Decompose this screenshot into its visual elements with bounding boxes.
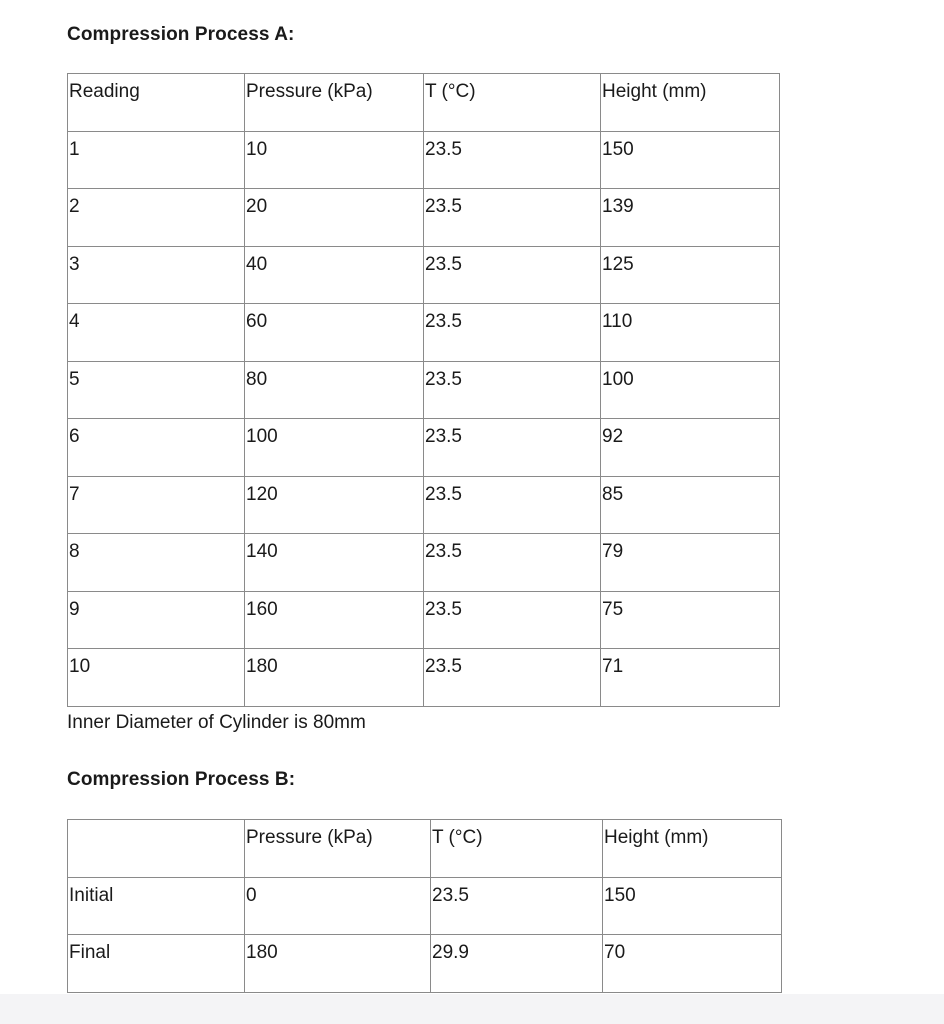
table-cell: 5: [68, 361, 245, 419]
compression-b-table: [67, 819, 782, 993]
table-cell: 23.5: [424, 649, 601, 707]
table-cell: 1: [68, 131, 245, 189]
table-row: [68, 935, 782, 993]
table-cell: 23.5: [431, 877, 603, 935]
table-cell: 160: [245, 591, 424, 649]
table-cell: 23.5: [424, 189, 601, 247]
table-cell: 0: [245, 877, 431, 935]
table-cell: 150: [603, 877, 782, 935]
table-row: [68, 361, 780, 419]
table-cell: 23.5: [424, 304, 601, 362]
table-row: [68, 189, 780, 247]
table-cell: 23.5: [424, 591, 601, 649]
table-cell: 23.5: [424, 131, 601, 189]
table-row: [68, 476, 780, 534]
table-cell: 23.5: [424, 361, 601, 419]
table-row: [68, 246, 780, 304]
table-cell: Final: [68, 935, 245, 993]
table-cell: Initial: [68, 877, 245, 935]
table-cell: 10: [245, 131, 424, 189]
table-cell: 23.5: [424, 476, 601, 534]
table-row: [68, 591, 780, 649]
table-cell: 120: [245, 476, 424, 534]
table-cell: 40: [245, 246, 424, 304]
cylinder-diameter-note: Inner Diameter of Cylinder is 80mm: [67, 712, 366, 733]
table-cell: 2: [68, 189, 245, 247]
table-cell: 139: [601, 189, 780, 247]
table-cell: 100: [245, 419, 424, 477]
section-a-title: Compression Process A:: [67, 24, 295, 45]
table-cell: 71: [601, 649, 780, 707]
table-cell: 23.5: [424, 534, 601, 592]
page-bottom-band: [0, 994, 944, 1024]
table-cell: 79: [601, 534, 780, 592]
table-cell: 110: [601, 304, 780, 362]
table-header-row: [68, 820, 782, 878]
column-header: Reading: [68, 74, 245, 132]
column-header: Pressure (kPa): [245, 820, 431, 878]
column-header: T (°C): [424, 74, 601, 132]
table-cell: 9: [68, 591, 245, 649]
table-cell: 140: [245, 534, 424, 592]
compression-a-table: [67, 73, 780, 707]
table-cell: 8: [68, 534, 245, 592]
table-cell: 23.5: [424, 419, 601, 477]
table-cell: 4: [68, 304, 245, 362]
table-cell: 7: [68, 476, 245, 534]
column-header: Pressure (kPa): [245, 74, 424, 132]
table-row: [68, 131, 780, 189]
table-cell: 6: [68, 419, 245, 477]
column-header: T (°C): [431, 820, 603, 878]
table-cell: 100: [601, 361, 780, 419]
table-header-row: [68, 74, 780, 132]
table-row: [68, 649, 780, 707]
table-cell: 180: [245, 935, 431, 993]
table-row: [68, 877, 782, 935]
table-cell: 29.9: [431, 935, 603, 993]
table-cell: 125: [601, 246, 780, 304]
table-row: [68, 534, 780, 592]
section-b-title: Compression Process B:: [67, 769, 296, 790]
column-header: [68, 820, 245, 878]
table-cell: 85: [601, 476, 780, 534]
column-header: Height (mm): [601, 74, 780, 132]
table-cell: 80: [245, 361, 424, 419]
table-cell: 60: [245, 304, 424, 362]
column-header: Height (mm): [603, 820, 782, 878]
table-cell: 3: [68, 246, 245, 304]
table-cell: 23.5: [424, 246, 601, 304]
table-row: [68, 304, 780, 362]
table-cell: 92: [601, 419, 780, 477]
table-cell: 75: [601, 591, 780, 649]
table-cell: 180: [245, 649, 424, 707]
table-cell: 20: [245, 189, 424, 247]
table-cell: 150: [601, 131, 780, 189]
table-cell: 10: [68, 649, 245, 707]
table-cell: 70: [603, 935, 782, 993]
table-row: [68, 419, 780, 477]
